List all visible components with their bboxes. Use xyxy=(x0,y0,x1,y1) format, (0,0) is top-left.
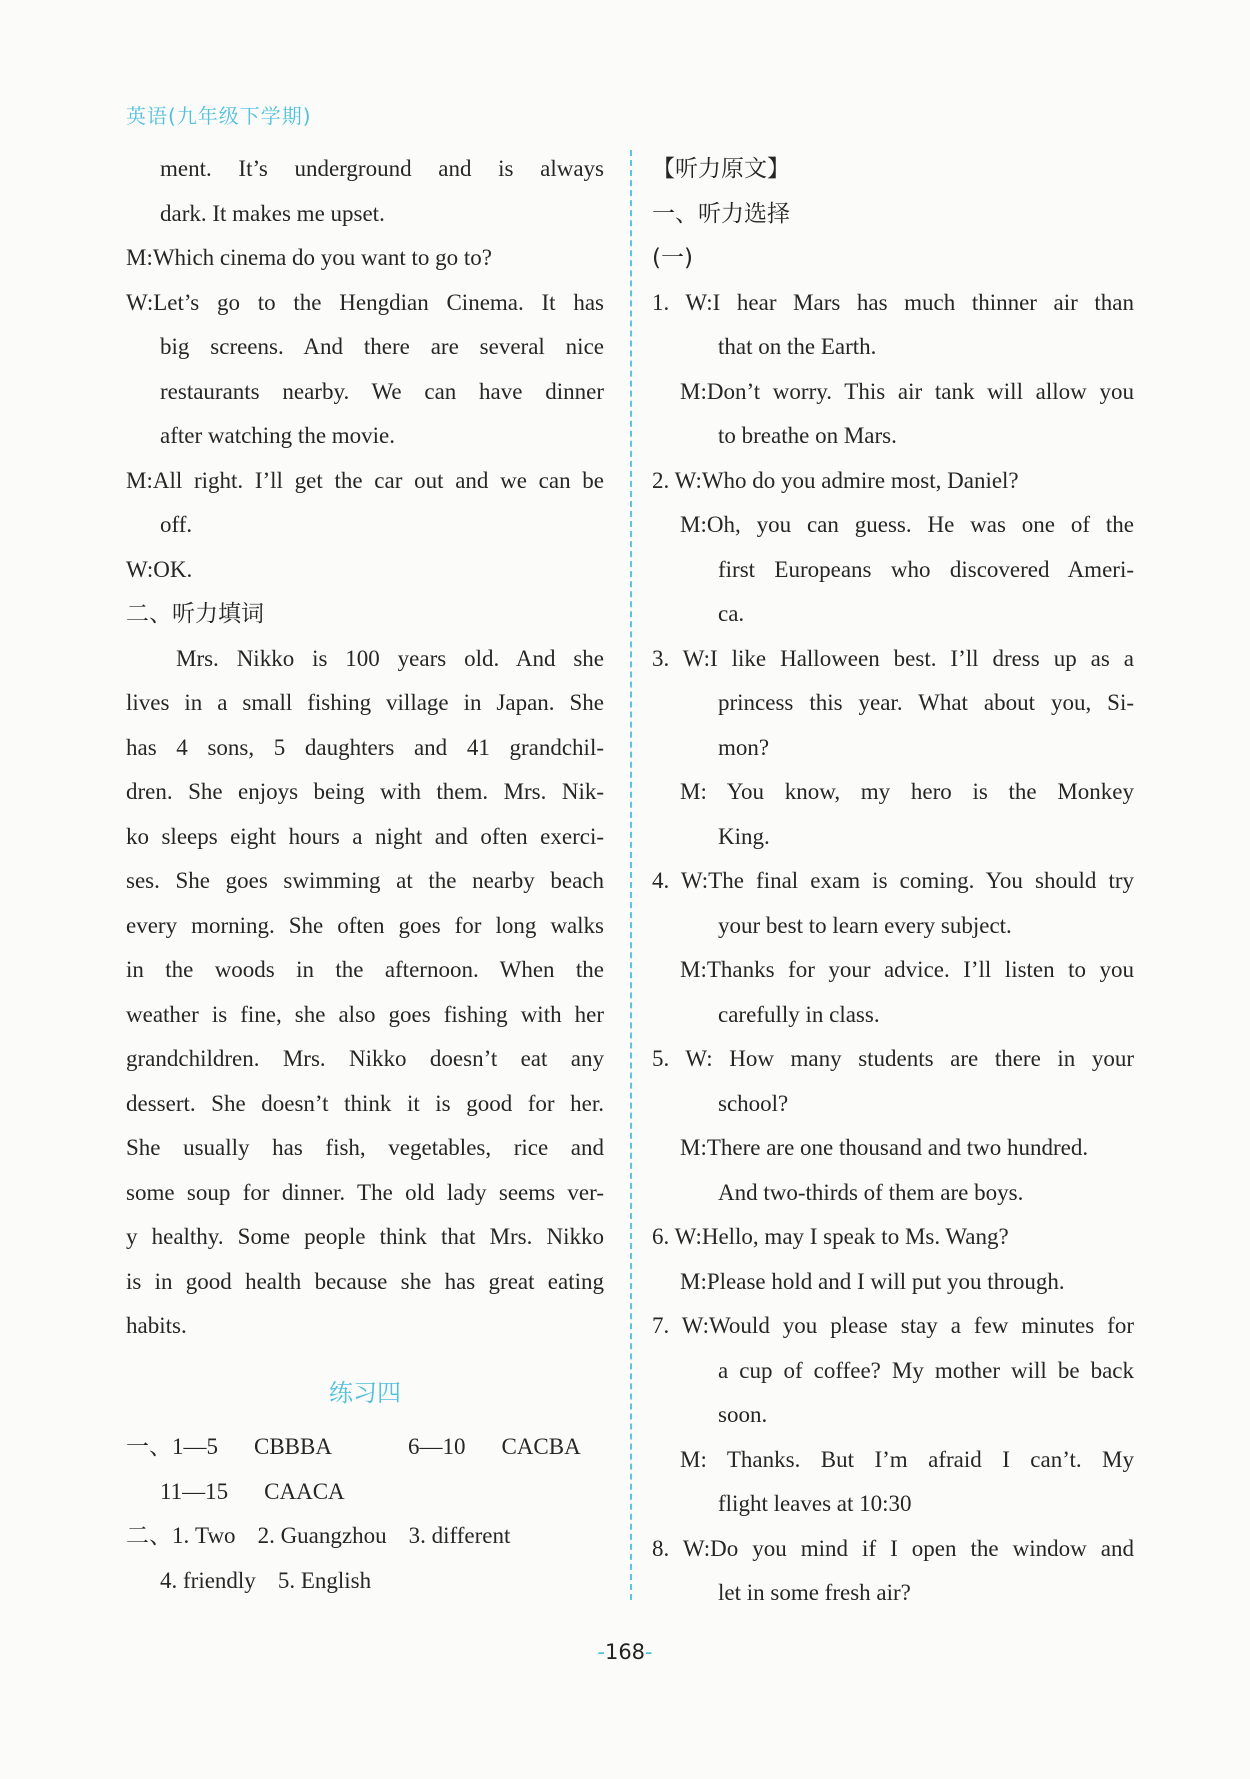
answer-key: CAACA xyxy=(264,1478,345,1504)
passage-line: is in good health because she has great eating xyxy=(126,1268,604,1294)
passage-line: ko sleeps eight hours a night and often exerci- xyxy=(126,823,604,849)
dialogue-line: M:Please hold and I will put you through. xyxy=(680,1268,1065,1294)
fill-answer: 1. Two xyxy=(172,1523,236,1548)
passage-line: habits. xyxy=(126,1313,187,1338)
section-heading: 一、听力选择 xyxy=(652,200,790,227)
dialogue-line: M: Thanks. But I’m afraid I can’t. My xyxy=(680,1446,1134,1472)
dialogue-line: M:Oh, you can guess. He was one of the xyxy=(680,512,1134,537)
dialogue-line: 3. W:I like Halloween best. I’ll dress up as a xyxy=(652,645,1134,671)
answer-row xyxy=(126,1470,604,1515)
answer-row xyxy=(126,1425,604,1470)
answer-key: CBBBA xyxy=(254,1434,332,1459)
practice-title: 练习四 xyxy=(329,1378,401,1407)
passage-line: y healthy. Some people think that Mrs. Nikko xyxy=(126,1224,604,1249)
answer-range: 11—15 xyxy=(160,1478,229,1504)
answer-key: CACBA xyxy=(501,1434,581,1459)
dialogue-line: first Europeans who discovered Ameri- xyxy=(718,556,1134,582)
fill-answer: 2. Guangzhou xyxy=(257,1523,387,1548)
section-heading: 二、听力填词 xyxy=(126,601,264,627)
dialogue-line: princess this year. What about you, Si- xyxy=(718,690,1134,715)
dialogue-line: M:Don’t worry. This air tank will allow you xyxy=(680,378,1134,404)
passage-line: dren. She enjoys being with them. Mrs. Nik- xyxy=(126,779,604,804)
dialogue-line: ca. xyxy=(718,601,745,626)
passage-line: grandchildren. Mrs. Nikko doesn’t eat any xyxy=(126,1046,604,1071)
answer-row xyxy=(126,1514,604,1559)
dialogue-line: flight leaves at 10:30 xyxy=(718,1491,912,1516)
dialogue-line: And two-thirds of them are boys. xyxy=(718,1179,1024,1205)
passage-line: ses. She goes swimming at the nearby beach xyxy=(126,868,604,893)
page-number: -168- xyxy=(597,1640,653,1664)
dialogue-line: your best to learn every subject. xyxy=(718,912,1012,938)
answer-range: 1—5 xyxy=(172,1434,218,1459)
text-line: M:All right. I’ll get the car out and we can be xyxy=(126,467,604,493)
dialogue-line: mon? xyxy=(718,734,770,760)
fill-answer: 3. different xyxy=(408,1523,511,1548)
passage-line: has 4 sons, 5 daughters and 41 grandchil- xyxy=(126,734,604,760)
text-line: M:Which cinema do you want to go to? xyxy=(126,245,493,270)
dialogue-line: carefully in class. xyxy=(718,1001,880,1027)
passage-line: weather is fine, she also goes fishing with her xyxy=(126,1001,604,1027)
left-column xyxy=(126,147,604,1603)
text-line: W:Let’s go to the Hengdian Cinema. It has xyxy=(126,289,604,315)
dialogue-line: a cup of coffee? My mother will be back xyxy=(718,1357,1134,1383)
dialogue-line: let in some fresh air? xyxy=(718,1580,911,1605)
passage-line: Mrs. Nikko is 100 years old. And she xyxy=(176,645,604,671)
answer-part-label: 二、 xyxy=(126,1523,172,1548)
subsection-heading: (一) xyxy=(652,245,693,271)
right-column xyxy=(652,147,1134,1616)
answer-row xyxy=(126,1559,604,1604)
text-line: W:OK. xyxy=(126,556,193,582)
dialogue-line: M: You know, my hero is the Monkey xyxy=(680,779,1134,804)
book-header: 英语(九年级下学期) xyxy=(126,104,312,128)
answer-part-label: 一、 xyxy=(126,1434,172,1459)
passage-line: some soup for dinner. The old lady seems ver- xyxy=(126,1179,604,1205)
passage-line: She usually has fish, vegetables, rice and xyxy=(126,1135,604,1160)
dialogue-line: 1. W:I hear Mars has much thinner air than xyxy=(652,289,1134,315)
script-title: 【听力原文】 xyxy=(652,156,790,182)
passage-line: dessert. She doesn’t think it is good for her. xyxy=(126,1090,604,1116)
dialogue-line: 8. W:Do you mind if I open the window and xyxy=(652,1535,1134,1561)
dialogue-line: to breathe on Mars. xyxy=(718,423,897,448)
passage-line: lives in a small fishing village in Japan. She xyxy=(126,690,604,715)
text-line: dark. It makes me upset. xyxy=(160,200,385,226)
fill-answer: 4. friendly xyxy=(160,1567,256,1593)
dialogue-line: M:There are one thousand and two hundred. xyxy=(680,1135,1089,1160)
dialogue-line: M:Thanks for your advice. I’ll listen to you xyxy=(680,957,1134,982)
text-line: off. xyxy=(160,512,193,537)
passage-line: every morning. She often goes for long walks xyxy=(126,912,604,938)
passage-line: in the woods in the afternoon. When the xyxy=(126,957,604,982)
fill-answer: 5. English xyxy=(277,1567,372,1593)
dialogue-line: King. xyxy=(718,823,770,849)
column-divider xyxy=(630,150,632,1600)
dialogue-line: 2. W:Who do you admire most, Daniel? xyxy=(652,467,1019,493)
text-line: big screens. And there are several nice xyxy=(160,334,604,359)
text-line: after watching the movie. xyxy=(160,423,396,448)
text-line: ment. It’s underground and is always xyxy=(160,156,604,181)
dialogue-line: 6. W:Hello, may I speak to Ms. Wang? xyxy=(652,1224,1009,1249)
dialogue-line: that on the Earth. xyxy=(718,334,877,359)
dialogue-line: 4. W:The final exam is coming. You should try xyxy=(652,868,1134,893)
text-line: restaurants nearby. We can have dinner xyxy=(160,378,604,404)
dialogue-line: soon. xyxy=(718,1402,768,1427)
dialogue-line: school? xyxy=(718,1090,789,1116)
dialogue-line: 5. W: How many students are there in your xyxy=(652,1046,1134,1071)
dialogue-line: 7. W:Would you please stay a few minutes for xyxy=(652,1313,1134,1338)
answer-range: 6—10 xyxy=(407,1434,466,1459)
